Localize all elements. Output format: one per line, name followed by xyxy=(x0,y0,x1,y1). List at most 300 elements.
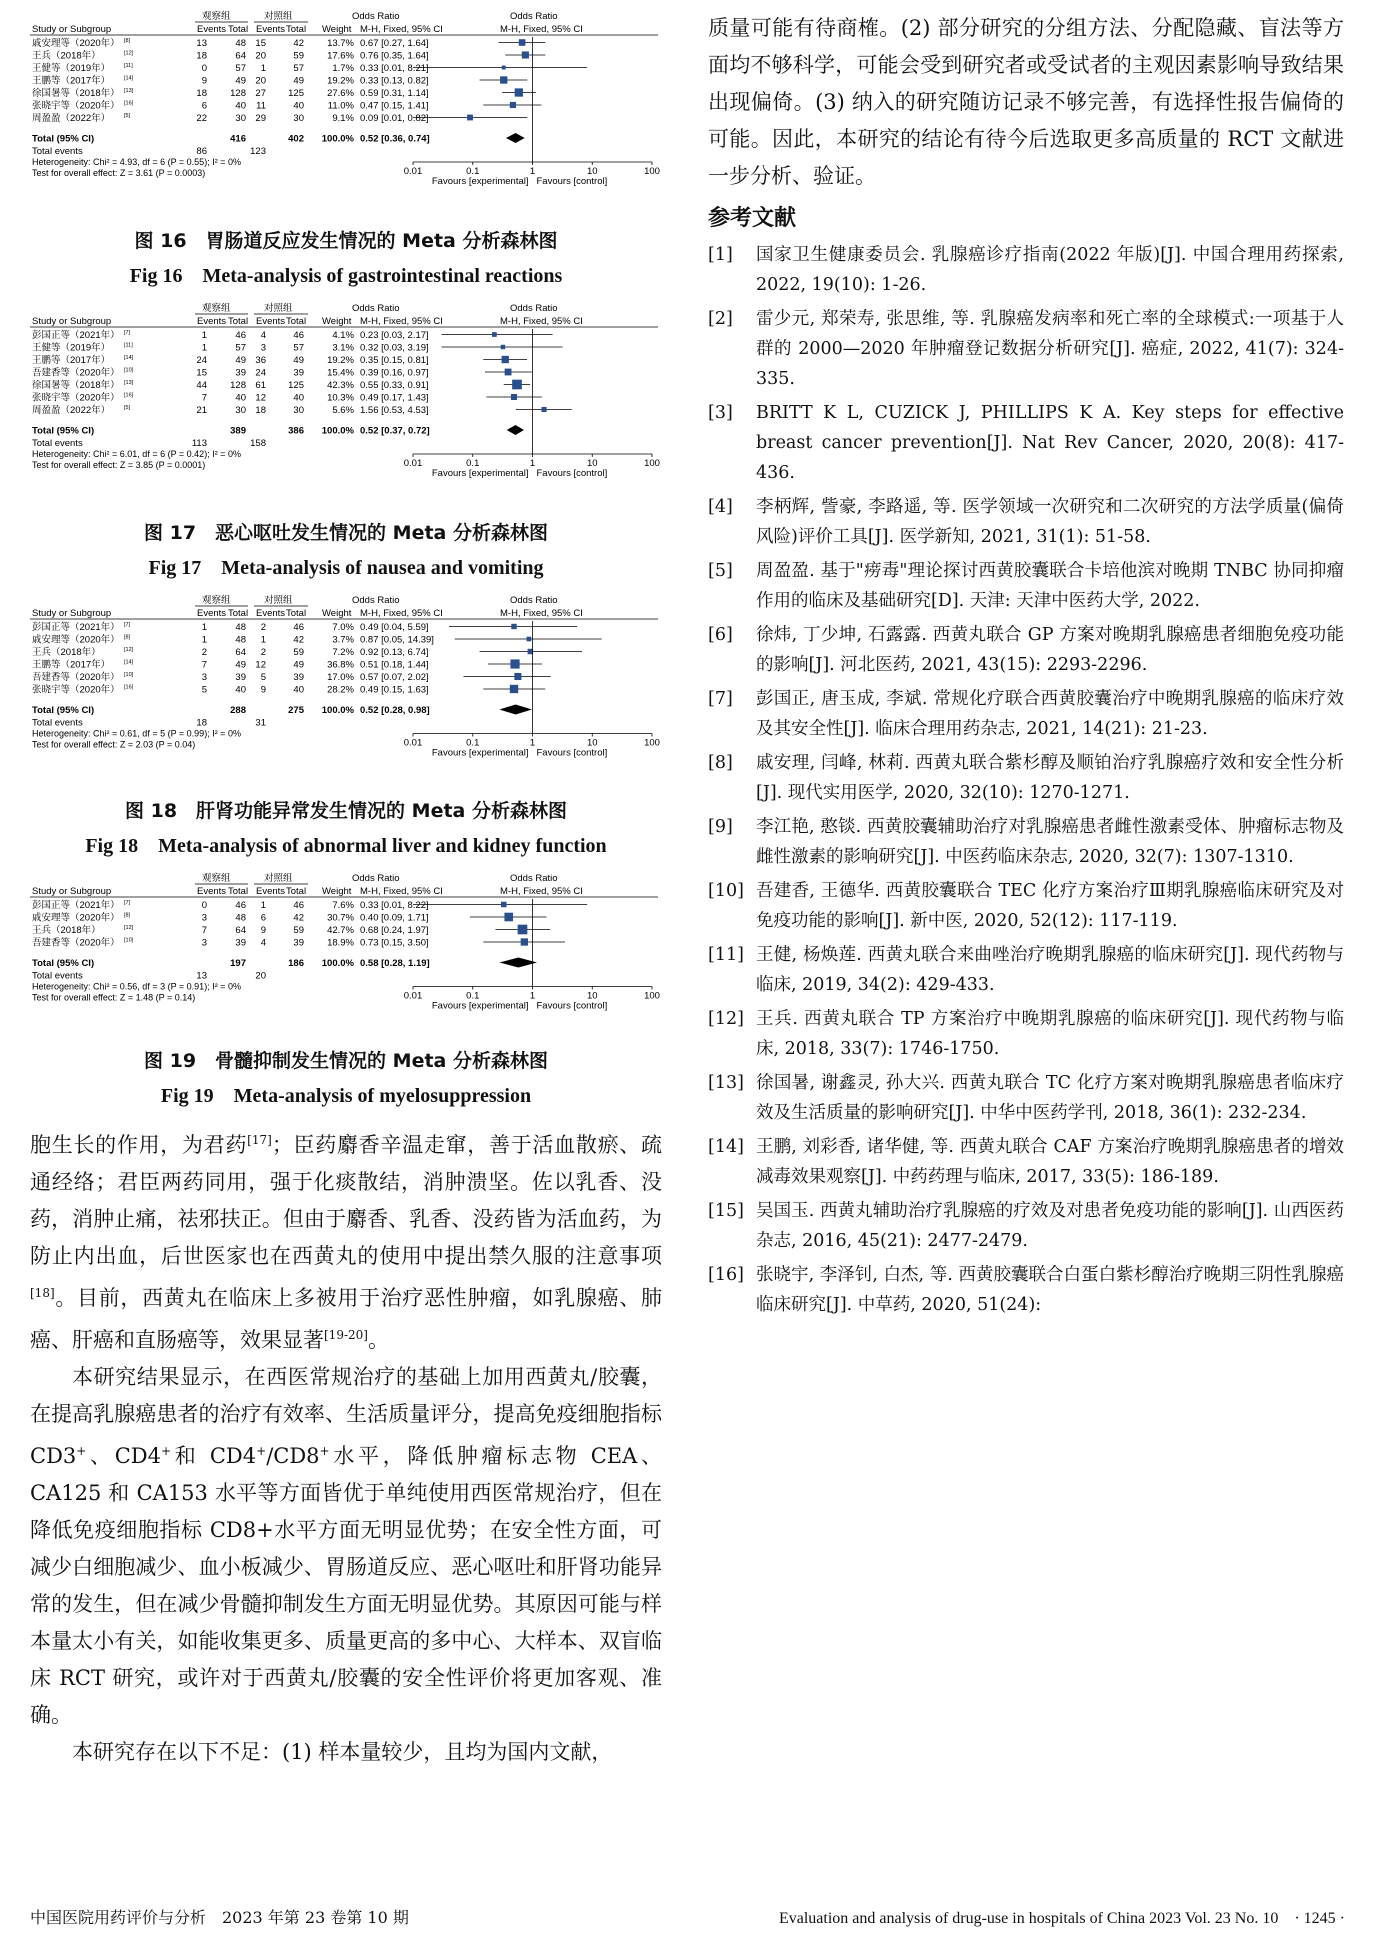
study-weight: 7.6% xyxy=(332,900,354,911)
forest-plot-19 xyxy=(30,872,662,1042)
study-weight: 28.2% xyxy=(327,684,354,696)
paragraph xyxy=(30,1122,662,1359)
overall-effect-stat: Test for overall effect: Z = 3.85 (P = 0.0001) xyxy=(32,460,206,470)
reference-item xyxy=(708,1132,1344,1192)
ctrl-events: 4 xyxy=(260,937,266,949)
study-ref: [16] xyxy=(124,392,134,399)
exp-total: 39 xyxy=(235,672,246,683)
ctrl-total: 59 xyxy=(293,647,304,658)
pooled-or-ci: 0.52 [0.28, 0.98] xyxy=(360,705,430,716)
study-header: Study or Subgroup xyxy=(32,316,112,327)
study-or-ci: 0.40 [0.09, 1.71] xyxy=(360,912,429,924)
heterogeneity-stat: Heterogeneity: Chi² = 0.61, df = 5 (P = 0.99); I² = 0% xyxy=(32,728,241,739)
study-ref: [10] xyxy=(124,937,134,944)
exp-total: 39 xyxy=(235,937,246,949)
study-or-ci: 0.73 [0.15, 3.50] xyxy=(360,937,429,949)
or-method-header: M-H, Fixed, 95% CI xyxy=(360,316,443,327)
total-header: Total xyxy=(286,608,307,619)
reference-text: 彭国正, 唐玉成, 李斌. 常规化疗联合西黄胶囊治疗中晚期乳腺癌的临床疗效及其安全性[J]. 临床合理用药杂志, 2021, 14(21): 21-23. xyxy=(756,689,1344,739)
total-header: Total xyxy=(228,886,249,897)
study-name: 张晓宇等（2020年） xyxy=(32,684,120,696)
text-run: ；臣药麝香辛温走窜，善于活血散瘀、疏通经络；君臣两药同用，强于化痰散结，消肿溃坚。佐以乳香、没药，消肿止痛，祛邪扶正。但由于麝香、乳香、没药皆为活血药，为防止内出血，后世医家也在西黄丸的使用中提出禁久服的注意事项 xyxy=(30,1133,663,1268)
study-or-ci: 0.55 [0.33, 0.91] xyxy=(360,380,429,391)
exp-total-sum: 416 xyxy=(230,133,246,145)
axis-tick-label: 0.1 xyxy=(466,166,480,177)
study-ref: [13] xyxy=(124,380,134,386)
study-name: 张晓宇等（2020年） xyxy=(32,100,120,112)
study-name: 彭国正等（2021年） xyxy=(32,330,120,341)
exp-events: 7 xyxy=(201,392,207,404)
exp-group-label: 观察组 xyxy=(202,303,231,314)
paragraph xyxy=(30,1359,662,1734)
total-events-label: Total events xyxy=(32,717,83,729)
or-method-header: M-H, Fixed, 95% CI xyxy=(360,608,443,619)
overall-effect-stat: Test for overall effect: Z = 2.03 (P = 0.04) xyxy=(32,739,196,750)
study-ref: [16] xyxy=(124,100,134,107)
study-name: 王鹏等（2017年） xyxy=(32,75,111,87)
ctrl-events: 4 xyxy=(260,330,266,341)
pooled-or-ci: 0.52 [0.36, 0.74] xyxy=(360,133,430,145)
ctrl-events-sum: 20 xyxy=(255,970,266,982)
reference-item xyxy=(708,812,1344,872)
total-weight: 100.0% xyxy=(321,705,354,716)
figure-caption-en: Fig 18 Meta-analysis of abnormal liver and kidney function xyxy=(85,835,607,857)
ctrl-events-sum: 158 xyxy=(250,438,266,449)
reference-number: [10] xyxy=(708,881,744,901)
study-weight: 4.1% xyxy=(332,330,354,341)
citation: [17] xyxy=(247,1133,272,1147)
study-ref: [16] xyxy=(124,684,134,691)
ctrl-events: 1 xyxy=(260,900,266,911)
or-title-right: Odds Ratio xyxy=(510,595,558,606)
study-point xyxy=(515,88,523,96)
reference-item xyxy=(708,1196,1344,1256)
axis-tick-label: 1 xyxy=(529,166,536,177)
study-point xyxy=(505,369,512,376)
exp-events: 7 xyxy=(201,925,207,936)
exp-events: 1 xyxy=(201,342,207,354)
study-weight: 15.4% xyxy=(327,367,354,379)
reference-item xyxy=(708,492,1344,552)
study-point xyxy=(511,394,517,400)
reference-text: 国家卫生健康委员会. 乳腺癌诊疗指南(2022 年版)[J]. 中国合理用药探索, 2022, 19(10): 1-26. xyxy=(756,245,1344,295)
ctrl-events: 1 xyxy=(260,63,266,74)
discussion-text xyxy=(30,1122,662,1771)
reference-text: 张晓宇, 李泽钊, 白杰, 等. 西黄胶囊联合白蛋白紫杉醇治疗晚期三阴性乳腺癌临床研究[J]. 中草药, 2020, 51(24): xyxy=(756,1265,1344,1315)
or-title-left: Odds Ratio xyxy=(352,595,400,606)
paragraph: 质量可能有待商榷。(2) 部分研究的分组方法、分配隐藏、盲法等方面均不够科学，可能会受到研究者或受试者的主观因素影响导致结果出现偏倚。(3) 纳入的研究随访记录不够完善，有选择性报告偏倚的可能。因此，本研究的结论有待今后选取更多高质量的 RCT 文献进一步分析、验证。 xyxy=(708,16,1344,188)
exp-total: 49 xyxy=(235,75,246,87)
citation: [18] xyxy=(30,1286,55,1300)
exp-events-sum: 86 xyxy=(196,146,207,157)
ctrl-total: 39 xyxy=(293,672,304,683)
exp-events-sum: 113 xyxy=(191,438,207,449)
study-point xyxy=(467,115,473,121)
or-title-left: Odds Ratio xyxy=(352,303,400,314)
favours-control: Favours [control] xyxy=(536,747,608,759)
study-name: 王鹏等（2017年） xyxy=(32,659,111,671)
exp-total: 48 xyxy=(235,38,246,49)
study-or-ci: 1.56 [0.53, 4.53] xyxy=(360,405,429,416)
reference-list xyxy=(708,240,1344,1320)
events-header: Events xyxy=(197,316,227,327)
figure-caption-en: Fig 19 Meta-analysis of myelosuppression xyxy=(160,1085,532,1107)
study-ref: [12] xyxy=(124,925,134,931)
study-or-ci: 0.09 [0.01, 0.82] xyxy=(360,113,429,124)
reference-text: 吴国玉. 西黄丸辅助治疗乳腺癌的疗效及对患者免疫功能的影响[J]. 山西医药杂志, 2016, 45(21): 2477-2479. xyxy=(756,1201,1344,1251)
reference-item xyxy=(708,240,1344,300)
weight-header: Weight xyxy=(322,24,352,35)
study-or-ci: 0.39 [0.16, 0.97] xyxy=(360,367,429,379)
ctrl-events: 6 xyxy=(260,912,266,924)
favours-experimental: Favours [experimental] xyxy=(431,1000,529,1012)
study-name: 周盈盈（2022年） xyxy=(32,113,111,124)
exp-events: 24 xyxy=(196,355,207,366)
reference-item xyxy=(708,684,1344,744)
ctrl-total: 46 xyxy=(293,330,304,341)
ctrl-total-sum: 402 xyxy=(288,133,304,145)
study-ref: [10] xyxy=(124,672,134,678)
exp-total: 128 xyxy=(230,88,246,99)
forest-plot-18 xyxy=(30,594,662,792)
study-ref: [8] xyxy=(124,38,131,44)
study-weight: 42.7% xyxy=(327,925,354,936)
forest-plot-16 xyxy=(30,10,662,222)
total-header: Total xyxy=(286,886,307,897)
total-events-label: Total events xyxy=(32,970,83,982)
study-weight: 10.3% xyxy=(327,392,354,404)
heterogeneity-stat: Heterogeneity: Chi² = 4.93, df = 6 (P = 0.55); I² = 0% xyxy=(32,157,241,167)
study-or-ci: 0.67 [0.27, 1.64] xyxy=(360,38,429,49)
exp-group-label: 观察组 xyxy=(202,11,231,22)
study-ref: [7] xyxy=(124,330,131,336)
forest-plot-17 xyxy=(30,302,662,514)
pooled-diamond xyxy=(506,133,525,143)
study-or-ci: 0.33 [0.13, 0.82] xyxy=(360,75,429,87)
total-header: Total xyxy=(286,316,307,327)
reference-text: 李柄辉, 訾豪, 李路遥, 等. 医学领域一次研究和二次研究的方法学质量(偏倚风险)评价工具[J]. 医学新知, 2021, 31(1): 51-58. xyxy=(756,497,1344,547)
exp-events: 18 xyxy=(196,88,207,99)
ctrl-total-sum: 275 xyxy=(288,705,304,716)
exp-total-sum: 389 xyxy=(230,425,246,437)
or-method-header-plot: M-H, Fixed, 95% CI xyxy=(500,886,583,897)
study-name: 王鹏等（2017年） xyxy=(32,355,111,366)
exp-total: 40 xyxy=(235,684,246,696)
axis-tick-label: 10 xyxy=(586,458,598,469)
ctrl-total-sum: 186 xyxy=(288,958,304,969)
text-run: 。目前，西黄丸在临床上多被用于治疗恶性肿瘤，如乳腺癌、肺癌、肝癌和直肠癌等，效果显著 xyxy=(30,1286,662,1352)
or-method-header-plot: M-H, Fixed, 95% CI xyxy=(500,24,583,35)
study-point xyxy=(518,925,528,935)
exp-group-label: 观察组 xyxy=(202,873,231,884)
reference-item xyxy=(708,556,1344,616)
axis-tick-label: 10 xyxy=(586,737,598,749)
total-header: Total xyxy=(228,316,249,327)
reference-text: 吾建香, 王德华. 西黄胶囊联合 TEC 化疗方案治疗Ⅲ期乳腺癌临床研究及对免疫功能的影响[J]. 新中医, 2020, 52(12): 117-119. xyxy=(756,881,1344,931)
study-point xyxy=(502,356,509,363)
forest-figure-17 xyxy=(30,302,662,580)
study-point xyxy=(510,685,518,693)
pooled-diamond xyxy=(499,705,532,715)
reference-number: [4] xyxy=(708,497,733,517)
exp-total: 49 xyxy=(235,355,246,366)
ctrl-total: 42 xyxy=(293,912,304,924)
study-ref: [12] xyxy=(124,647,134,653)
reference-number: [9] xyxy=(708,817,733,837)
study-or-ci: 0.59 [0.31, 1.14] xyxy=(360,88,429,99)
study-name: 王健等（2019年） xyxy=(32,342,111,354)
exp-total: 57 xyxy=(235,63,246,74)
events-header: Events xyxy=(256,24,286,35)
discussion-text-continued xyxy=(708,10,1344,195)
ctrl-total: 49 xyxy=(293,355,304,366)
or-method-header-plot: M-H, Fixed, 95% CI xyxy=(500,316,583,327)
reference-item xyxy=(708,398,1344,488)
heterogeneity-stat: Heterogeneity: Chi² = 0.56, df = 3 (P = 0.91); I² = 0% xyxy=(32,981,241,992)
axis-tick-label: 100 xyxy=(644,166,660,177)
study-or-ci: 0.76 [0.35, 1.64] xyxy=(360,50,429,62)
ctrl-total: 42 xyxy=(293,38,304,49)
total-weight: 100.0% xyxy=(321,958,354,969)
study-ref: [14] xyxy=(124,355,134,361)
ctrl-total: 49 xyxy=(293,659,304,671)
footer-journal-en: Evaluation and analysis of drug-use in hospitals of China 2023 Vol. 23 No. 10 · 1245 · xyxy=(778,1910,1345,1927)
study-name: 吾建香等（2020年） xyxy=(32,672,120,683)
exp-total: 40 xyxy=(235,100,246,112)
ctrl-total: 57 xyxy=(293,342,304,354)
ctrl-events: 20 xyxy=(255,50,266,62)
study-or-ci: 0.47 [0.15, 1.41] xyxy=(360,100,429,112)
paragraph: 本研究存在以下不足：(1) 样本量较少，且均为国内文献， xyxy=(72,1740,613,1764)
reference-text: 周盈盈. 基于"痨毒"理论探讨西黄胶囊联合卡培他滨对晚期 TNBC 协同抑瘤作用的临床及基础研究[D]. 天津: 天津中医药大学, 2022. xyxy=(756,561,1344,611)
or-title-right: Odds Ratio xyxy=(510,11,558,22)
axis-tick-label: 0.1 xyxy=(466,737,480,749)
study-or-ci: 0.92 [0.13, 6.74] xyxy=(360,647,429,658)
ctrl-events: 36 xyxy=(255,355,266,366)
study-point xyxy=(501,902,507,908)
exp-events: 3 xyxy=(201,937,207,949)
study-point xyxy=(501,345,505,349)
superscript: + xyxy=(319,1444,330,1458)
total-header: Total xyxy=(286,24,307,35)
study-point xyxy=(500,76,507,83)
ctrl-total: 39 xyxy=(293,937,304,949)
weight-header: Weight xyxy=(322,886,352,897)
study-ref: [7] xyxy=(124,622,131,628)
text-run: 本研究结果显示，在西医常规治疗的基础上加用西黄丸/胶囊，在提高乳腺癌患者的治疗有效率、生活质量评分，提高免疫细胞指标 CD3 xyxy=(30,1365,662,1468)
or-method-header-plot: M-H, Fixed, 95% CI xyxy=(500,608,583,619)
or-title-right: Odds Ratio xyxy=(510,303,558,314)
study-point xyxy=(514,673,521,680)
weight-header: Weight xyxy=(322,608,352,619)
ctrl-total: 59 xyxy=(293,925,304,936)
exp-total: 46 xyxy=(235,330,246,341)
ctrl-events: 1 xyxy=(260,634,266,646)
exp-events: 44 xyxy=(196,380,207,391)
reference-text: 王鹏, 刘彩香, 诸华健, 等. 西黄丸联合 CAF 方案治疗晚期乳腺癌患者的增效减毒效果观察[J]. 中药药理与临床, 2017, 33(5): 186-189. xyxy=(756,1137,1344,1187)
axis-tick-label: 1 xyxy=(529,458,536,469)
exp-total: 48 xyxy=(235,912,246,924)
study-or-ci: 0.49 [0.15, 1.63] xyxy=(360,684,429,696)
ctrl-events: 9 xyxy=(260,925,266,936)
study-or-ci: 0.32 [0.03, 3.19] xyxy=(360,342,429,354)
study-weight: 13.7% xyxy=(327,38,354,49)
ctrl-events-sum: 123 xyxy=(250,146,266,157)
study-header: Study or Subgroup xyxy=(32,608,112,619)
reference-number: [7] xyxy=(708,689,733,709)
or-title-left: Odds Ratio xyxy=(352,873,400,884)
study-ref: [10] xyxy=(124,367,134,374)
ctrl-total: 49 xyxy=(293,75,304,87)
total-weight: 100.0% xyxy=(321,425,354,437)
study-or-ci: 0.35 [0.15, 0.81] xyxy=(360,355,429,366)
ctrl-events: 24 xyxy=(255,367,266,379)
exp-total: 64 xyxy=(235,925,246,936)
reference-item xyxy=(708,304,1344,394)
ctrl-group-label: 对照组 xyxy=(264,303,293,314)
reference-number: [13] xyxy=(708,1073,744,1093)
ctrl-events: 2 xyxy=(260,622,266,633)
exp-group-label: 观察组 xyxy=(202,595,231,606)
study-weight: 19.2% xyxy=(327,355,354,366)
exp-events: 22 xyxy=(196,113,207,124)
ctrl-events: 18 xyxy=(255,405,266,416)
exp-total: 30 xyxy=(235,405,246,416)
ctrl-group-label: 对照组 xyxy=(264,11,293,22)
exp-total: 128 xyxy=(230,380,246,391)
exp-total: 48 xyxy=(235,622,246,633)
exp-events: 1 xyxy=(201,622,207,633)
ctrl-events: 9 xyxy=(260,684,266,696)
study-ref: [14] xyxy=(124,75,134,82)
exp-total: 39 xyxy=(235,367,246,379)
study-ref: [11] xyxy=(124,63,133,69)
forest-figure-18 xyxy=(30,594,662,858)
figure-caption-zh: 图 19 骨髓抑制发生情况的 Meta 分析森林图 xyxy=(144,1050,548,1072)
favours-experimental: Favours [experimental] xyxy=(431,468,529,479)
exp-events: 0 xyxy=(201,63,207,74)
reference-number: [16] xyxy=(708,1265,744,1285)
text-run: /CD8 xyxy=(266,1444,320,1468)
exp-events-sum: 13 xyxy=(196,970,207,982)
study-name: 张晓宇等（2020年） xyxy=(32,392,120,404)
reference-text: 雷少元, 郑荣寿, 张思维, 等. 乳腺癌发病率和死亡率的全球模式:一项基于人群的 2000—2020 年肿瘤登记数据分析研究[J]. 癌症, 2022, 41(7): 324-335. xyxy=(756,309,1344,389)
axis-tick-label: 0.01 xyxy=(403,166,423,177)
study-weight: 9.1% xyxy=(332,113,354,124)
study-weight: 36.8% xyxy=(327,659,354,671)
exp-total: 64 xyxy=(235,50,246,62)
exp-events: 2 xyxy=(201,647,207,658)
study-name: 吾建香等（2020年） xyxy=(32,937,120,949)
text-run: 和 CD4 xyxy=(171,1444,257,1468)
text-run: 水平，降低肿瘤标志物 CEA、CA125 和 CA153 水平等方面皆优于单纯使用西医常规治疗，但在降低免疫细胞指标 CD8+水平方面无明显优势；在安全性方面，可减少白细胞减少、血小板减少、胃肠道反应、恶心呕吐和肝肾功能异常的发生，但在减少骨髓抑制发生方面无明显优势。其原因可能与样本量太小有关，如能收集更多、质量更高的多中心、大样本、双盲临床 RCT 研究，或许对于西黄丸/胶囊的安全性评价将更加客观、准确。 xyxy=(30,1444,662,1727)
pooled-diamond xyxy=(499,958,537,968)
figure-caption-zh: 图 18 肝肾功能异常发生情况的 Meta 分析森林图 xyxy=(125,800,567,822)
reference-number: [6] xyxy=(708,625,733,645)
or-title-left: Odds Ratio xyxy=(352,11,400,22)
references-heading: 参考文献 xyxy=(708,206,797,231)
study-point xyxy=(521,938,528,945)
events-header: Events xyxy=(256,886,286,897)
study-name: 周盈盈（2022年） xyxy=(32,405,111,416)
study-weight: 42.3% xyxy=(327,380,354,391)
study-weight: 7.2% xyxy=(332,647,354,658)
study-header: Study or Subgroup xyxy=(32,24,112,35)
axis-tick-label: 0.1 xyxy=(466,990,480,1002)
ctrl-events: 61 xyxy=(255,380,266,391)
events-header: Events xyxy=(197,24,227,35)
ctrl-events: 11 xyxy=(256,100,266,112)
reference-number: [1] xyxy=(708,245,733,265)
study-weight: 17.0% xyxy=(327,672,354,683)
ctrl-group-label: 对照组 xyxy=(264,873,293,884)
exp-events: 15 xyxy=(196,367,207,379)
study-ref: [7] xyxy=(124,900,131,906)
study-weight: 19.2% xyxy=(327,75,354,87)
axis-tick-label: 0.1 xyxy=(466,458,480,469)
study-name: 王兵（2018年） xyxy=(32,647,101,658)
reference-item xyxy=(708,876,1344,936)
exp-events: 9 xyxy=(201,75,207,87)
reference-number: [2] xyxy=(708,309,733,329)
reference-number: [15] xyxy=(708,1201,744,1221)
exp-events: 13 xyxy=(196,38,207,49)
study-point xyxy=(502,66,506,70)
exp-events: 21 xyxy=(196,405,207,416)
study-weight: 7.0% xyxy=(332,622,354,633)
figure-caption-en: Fig 16 Meta-analysis of gastrointestinal reactions xyxy=(129,265,563,287)
axis-tick-label: 10 xyxy=(586,990,598,1002)
reference-number: [3] xyxy=(708,403,733,423)
study-or-ci: 0.51 [0.18, 1.44] xyxy=(360,659,429,671)
study-weight: 3.1% xyxy=(332,342,354,354)
favours-control: Favours [control] xyxy=(536,176,608,187)
total-weight: 100.0% xyxy=(321,133,354,145)
exp-total-sum: 288 xyxy=(230,705,246,716)
study-name: 戚安理等（2020年） xyxy=(32,38,120,49)
study-point xyxy=(511,624,516,629)
study-point xyxy=(522,51,529,58)
study-point xyxy=(541,407,546,412)
study-name: 王兵（2018年） xyxy=(32,925,101,936)
ctrl-events: 15 xyxy=(255,38,266,49)
ctrl-events: 29 xyxy=(255,113,266,124)
exp-total: 57 xyxy=(235,342,246,354)
axis-tick-label: 0.01 xyxy=(403,990,423,1002)
exp-events: 7 xyxy=(201,659,207,671)
ctrl-total: 30 xyxy=(293,405,304,416)
study-ref: [5] xyxy=(124,405,131,411)
overall-effect-stat: Test for overall effect: Z = 1.48 (P = 0.14) xyxy=(32,992,196,1003)
forest-figure-19 xyxy=(30,872,662,1108)
total-label: Total (95% CI) xyxy=(32,958,95,969)
study-weight: 27.6% xyxy=(327,88,354,99)
study-or-ci: 0.49 [0.04, 5.59] xyxy=(360,622,429,633)
ctrl-total: 59 xyxy=(293,50,304,62)
exp-total: 48 xyxy=(235,634,246,646)
reference-number: [12] xyxy=(708,1009,744,1029)
reference-item xyxy=(708,1004,1344,1064)
exp-events: 1 xyxy=(201,634,207,646)
study-point xyxy=(510,102,516,108)
superscript: + xyxy=(256,1444,267,1458)
study-point xyxy=(527,637,532,642)
study-point xyxy=(510,659,519,668)
pooled-or-ci: 0.58 [0.28, 1.19] xyxy=(360,958,430,969)
left-column xyxy=(30,10,662,1771)
exp-events: 5 xyxy=(201,684,207,696)
study-point xyxy=(504,913,513,922)
